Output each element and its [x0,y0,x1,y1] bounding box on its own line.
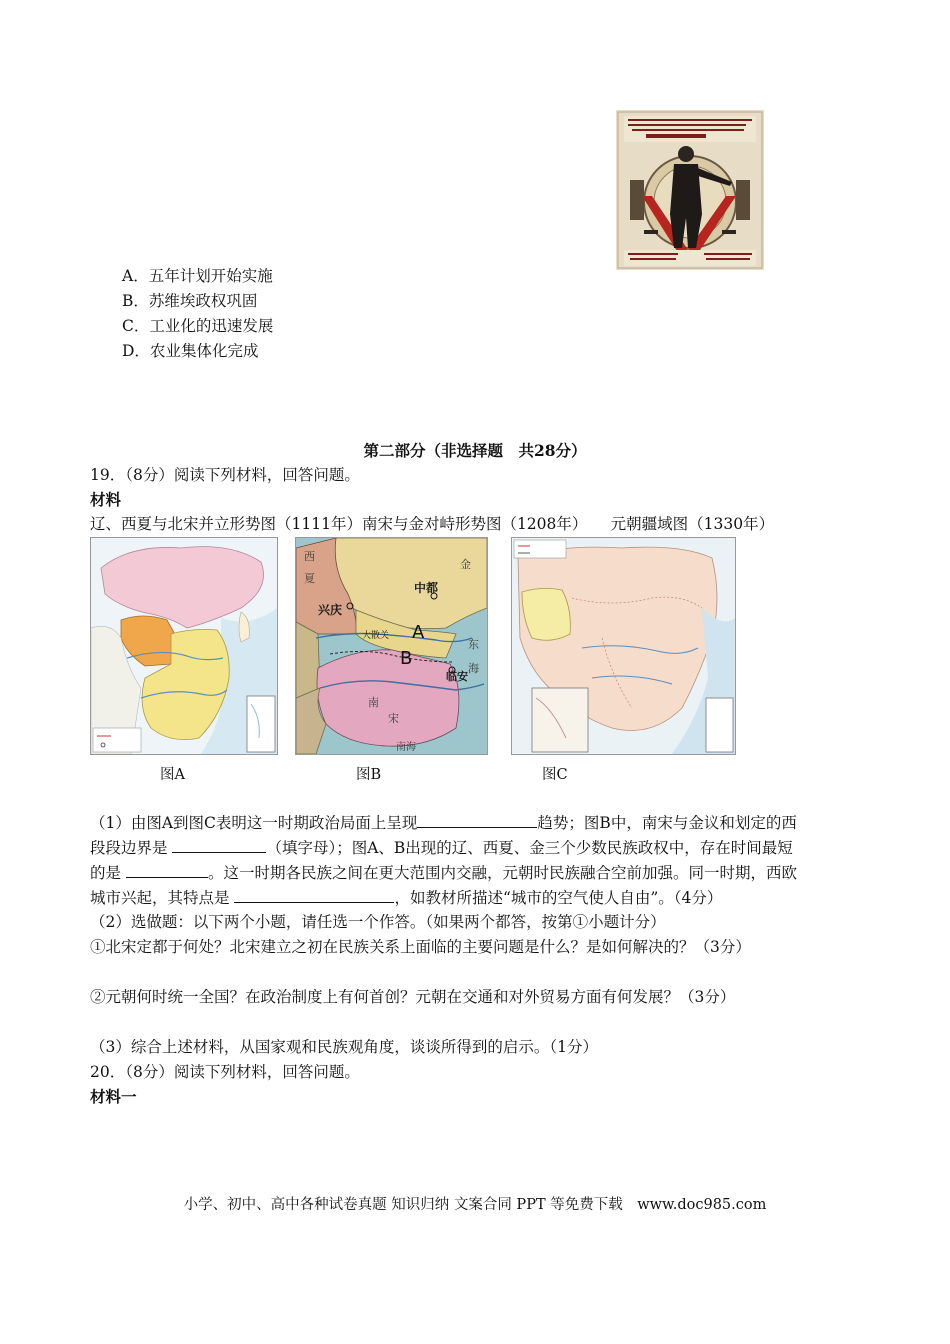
q19-material-label: 材料 [90,490,122,509]
map-b-label-zhongdu: 中都 [414,581,439,595]
fig-b-label: 图B [356,767,382,783]
map-b-label-xi: 西 [304,550,315,563]
q19-p1-line3: 的是 。这一时期各民族之间在更大范围内交融，元朝时民族融合空前加强。同一时期，西欧 [90,861,797,884]
option-c: C．工业化的迅速发展 [122,317,274,335]
map-c [511,537,736,755]
answer-blank-boundary[interactable] [172,836,266,853]
map-b-label-b: B [400,648,413,669]
answer-blank-regime[interactable] [126,861,208,878]
section-title: 第二部分（非选择题 共28分） [363,441,587,460]
answer-blank-city-feature[interactable] [234,886,394,903]
q19-p2-option1: ①北宋定都于何处？北宋建立之初在民族关系上面临的主要问题是什么？是如何解决的？（3分） [90,938,751,956]
q19-p1-line4: 城市兴起，其特点是 ，如教材所描述“城市的空气使人自由”。（4分） [90,886,722,909]
map-b-label-dong: 东 [468,638,479,651]
option-a: A．五年计划开始实施 [122,267,273,285]
option-d: D．农业集体化完成 [122,342,259,360]
lenin-poster [616,110,764,270]
footer: 小学、初中、高中各种试卷真题 知识归纳 文案合同 PPT 等免费下载 www.doc985.com [183,1197,767,1213]
q19-p2: （2）选做题：以下两个小题，请任选一个作答。（如果两个都答，按第①小题计分） [90,913,666,931]
map-b-label-xia: 夏 [304,572,315,585]
map-b-label-a: A [412,622,425,643]
q20-heading: 20．（8分）阅读下列材料，回答问题。 [90,1063,360,1081]
map-b-label-song: 宋 [388,712,399,725]
q20-material-label: 材料一 [90,1087,137,1106]
q19-heading: 19．（8分）阅读下列材料，回答问题。 [90,466,360,484]
map-b-label-dasanguan: 大散关 [362,631,390,641]
map-b-label-jin: 金 [460,558,471,571]
map-a [90,537,278,755]
fig-a-label: 图A [160,767,185,783]
q19-p3: （3）综合上述材料，从国家观和民族观角度，谈谈所得到的启示。（1分） [90,1038,598,1056]
map-b-label-xingqing: 兴庆 [318,603,343,617]
map-captions: 辽、西夏与北宋并立形势图（1111年）南宋与金对峙形势图（1208年） 元朝疆域图（1330年） [90,515,775,533]
fig-c-label: 图C [542,767,568,783]
q19-p1-line1: （1）由图A到图C表明这一时期政治局面上呈现 趋势；图B中，南宋与金议和划定的西 [90,811,797,834]
option-b: B．苏维埃政权巩固 [122,292,258,310]
q19-p1-line2: 段段边界是 （填字母）；图A、B出现的辽、西夏、金三个少数民族政权中，存在时间最短 [90,836,793,859]
map-b-label-nanhai: 南海 [396,742,416,753]
q19-p2-option2: ②元朝何时统一全国？在政治制度上有何首创？元朝在交通和对外贸易方面有何发展？（3分） [90,988,736,1006]
map-b [295,537,488,755]
map-b-label-hai: 海 [468,662,479,675]
answer-blank-trend[interactable] [417,811,537,828]
map-b-label-nan: 南 [368,696,379,709]
map-b-label-linan: 临安 [446,670,468,683]
